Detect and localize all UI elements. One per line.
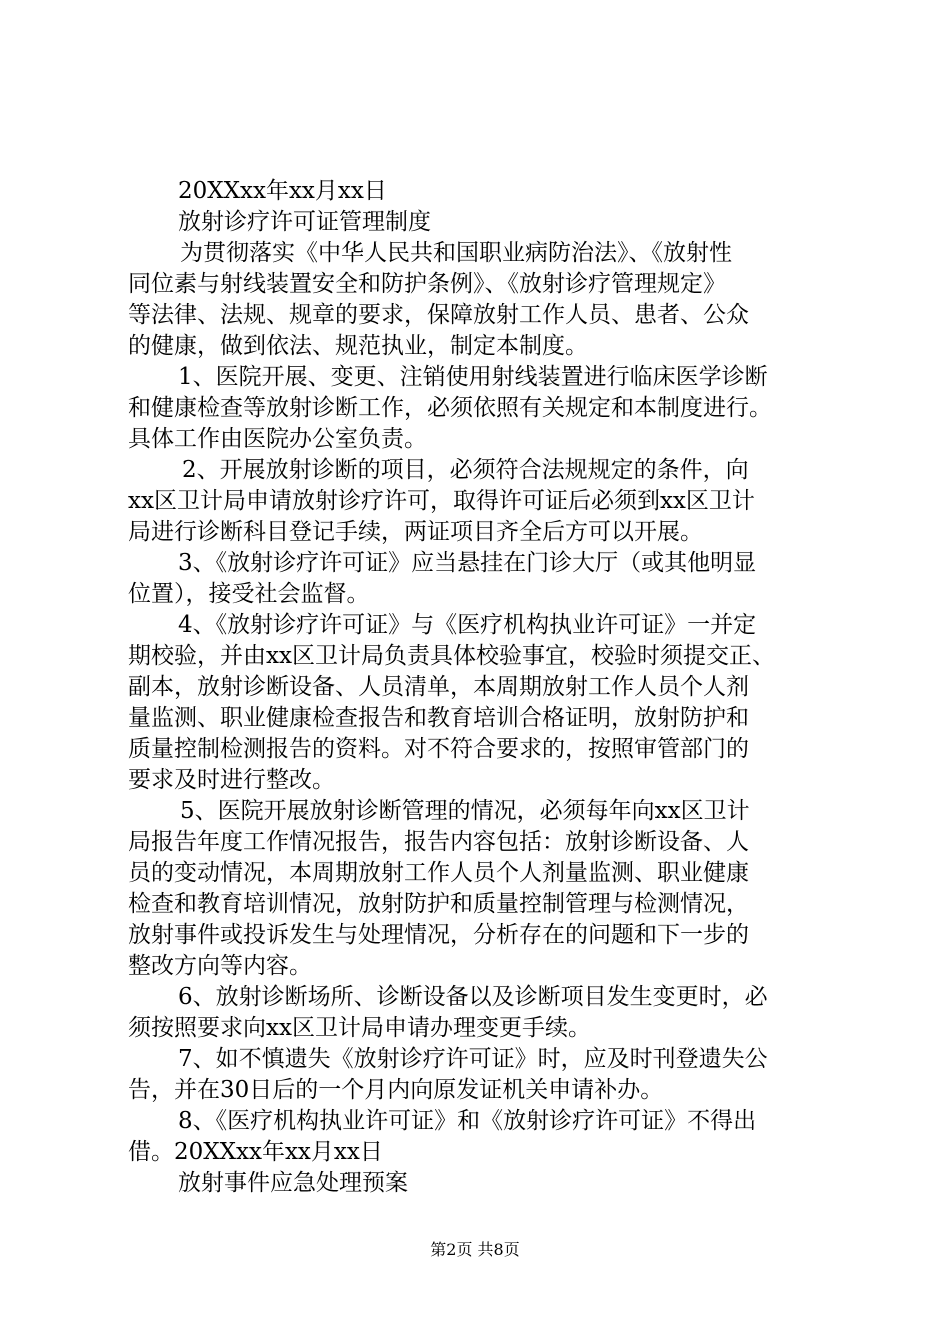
paragraph-line: 副本，放射诊断设备、人员清单，本周期放射工作人员个人剂 [128, 674, 749, 700]
paragraph-line: 放射事件或投诉发生与处理情况，分析存在的问题和下一步的 [128, 922, 749, 948]
paragraph-line: 和健康检查等放射诊断工作，必须依照有关规定和本制度进行。 [128, 395, 772, 421]
paragraph-line: 质量控制检测报告的资料。对不符合要求的，按照审管部门的 [128, 736, 749, 762]
paragraph-line: 告，并在30日后的一个月内向原发证机关申请补办。 [128, 1077, 664, 1103]
paragraph-line: 量监测、职业健康检查报告和教育培训合格证明，放射防护和 [128, 705, 749, 731]
date-line: 20XXxx年xx月xx日 [178, 178, 387, 204]
paragraph-line: 2、开展放射诊断的项目，必须符合法规规定的条件，向 [182, 457, 749, 483]
paragraph-line: 局进行诊断科目登记手续，两证项目齐全后方可以开展。 [128, 519, 703, 545]
paragraph-line: 局报告年度工作情况报告，报告内容包括：放射诊断设备、人 [128, 829, 749, 855]
paragraph-line: 8、《医疗机构执业许可证》和《放射诊疗许可证》不得出 [178, 1108, 757, 1134]
paragraph-line: 须按照要求向xx区卫计局申请办理变更手续。 [128, 1015, 591, 1041]
paragraph-line: 1、医院开展、变更、注销使用射线装置进行临床医学诊断 [178, 364, 768, 390]
paragraph-line: 要求及时进行整改。 [128, 767, 335, 793]
paragraph-line: 整改方向等内容。 [128, 953, 312, 979]
paragraph-line: 7、如不慎遗失《放射诊疗许可证》时，应及时刊登遗失公 [178, 1046, 768, 1072]
paragraph-line: 具体工作由医院办公室负责。 [128, 426, 427, 452]
paragraph-line: 5、医院开展放射诊断管理的情况，必须每年向xx区卫计 [180, 798, 750, 824]
paragraph-line: 员的变动情况，本周期放射工作人员个人剂量监测、职业健康 [128, 860, 749, 886]
paragraph-line: 同位素与射线装置安全和防护条例》、《放射诊疗管理规定》 [128, 271, 726, 297]
paragraph-line: 为贯彻落实《中华人民共和国职业病防治法》、《放射性 [180, 240, 732, 266]
paragraph-line: 位置），接受社会监督。 [128, 581, 370, 607]
section-title: 放射事件应急处理预案 [178, 1170, 408, 1196]
paragraph-line: 3、《放射诊疗许可证》应当悬挂在门诊大厅（或其他明显 [178, 550, 757, 576]
paragraph-line: 借。20XXxx年xx月xx日 [128, 1139, 383, 1165]
paragraph-line: 4、《放射诊疗许可证》与《医疗机构执业许可证》一并定 [178, 612, 757, 638]
paragraph-line: 检查和教育培训情况，放射防护和质量控制管理与检测情况， [128, 891, 749, 917]
paragraph-line: 等法律、法规、规章的要求，保障放射工作人员、患者、公众 [128, 302, 749, 328]
paragraph-line: 的健康，做到依法、规范执业，制定本制度。 [128, 333, 588, 359]
page-number: 第2页 共8页 [430, 1240, 520, 1259]
paragraph-line: 6、放射诊断场所、诊断设备以及诊断项目发生变更时，必 [178, 984, 768, 1010]
paragraph-line: xx区卫计局申请放射诊疗许可，取得许可证后必须到xx区卫计 [128, 488, 755, 514]
section-title: 放射诊疗许可证管理制度 [178, 209, 431, 235]
paragraph-line: 期校验，并由xx区卫计局负责具体校验事宜，校验时须提交正、 [128, 643, 775, 669]
